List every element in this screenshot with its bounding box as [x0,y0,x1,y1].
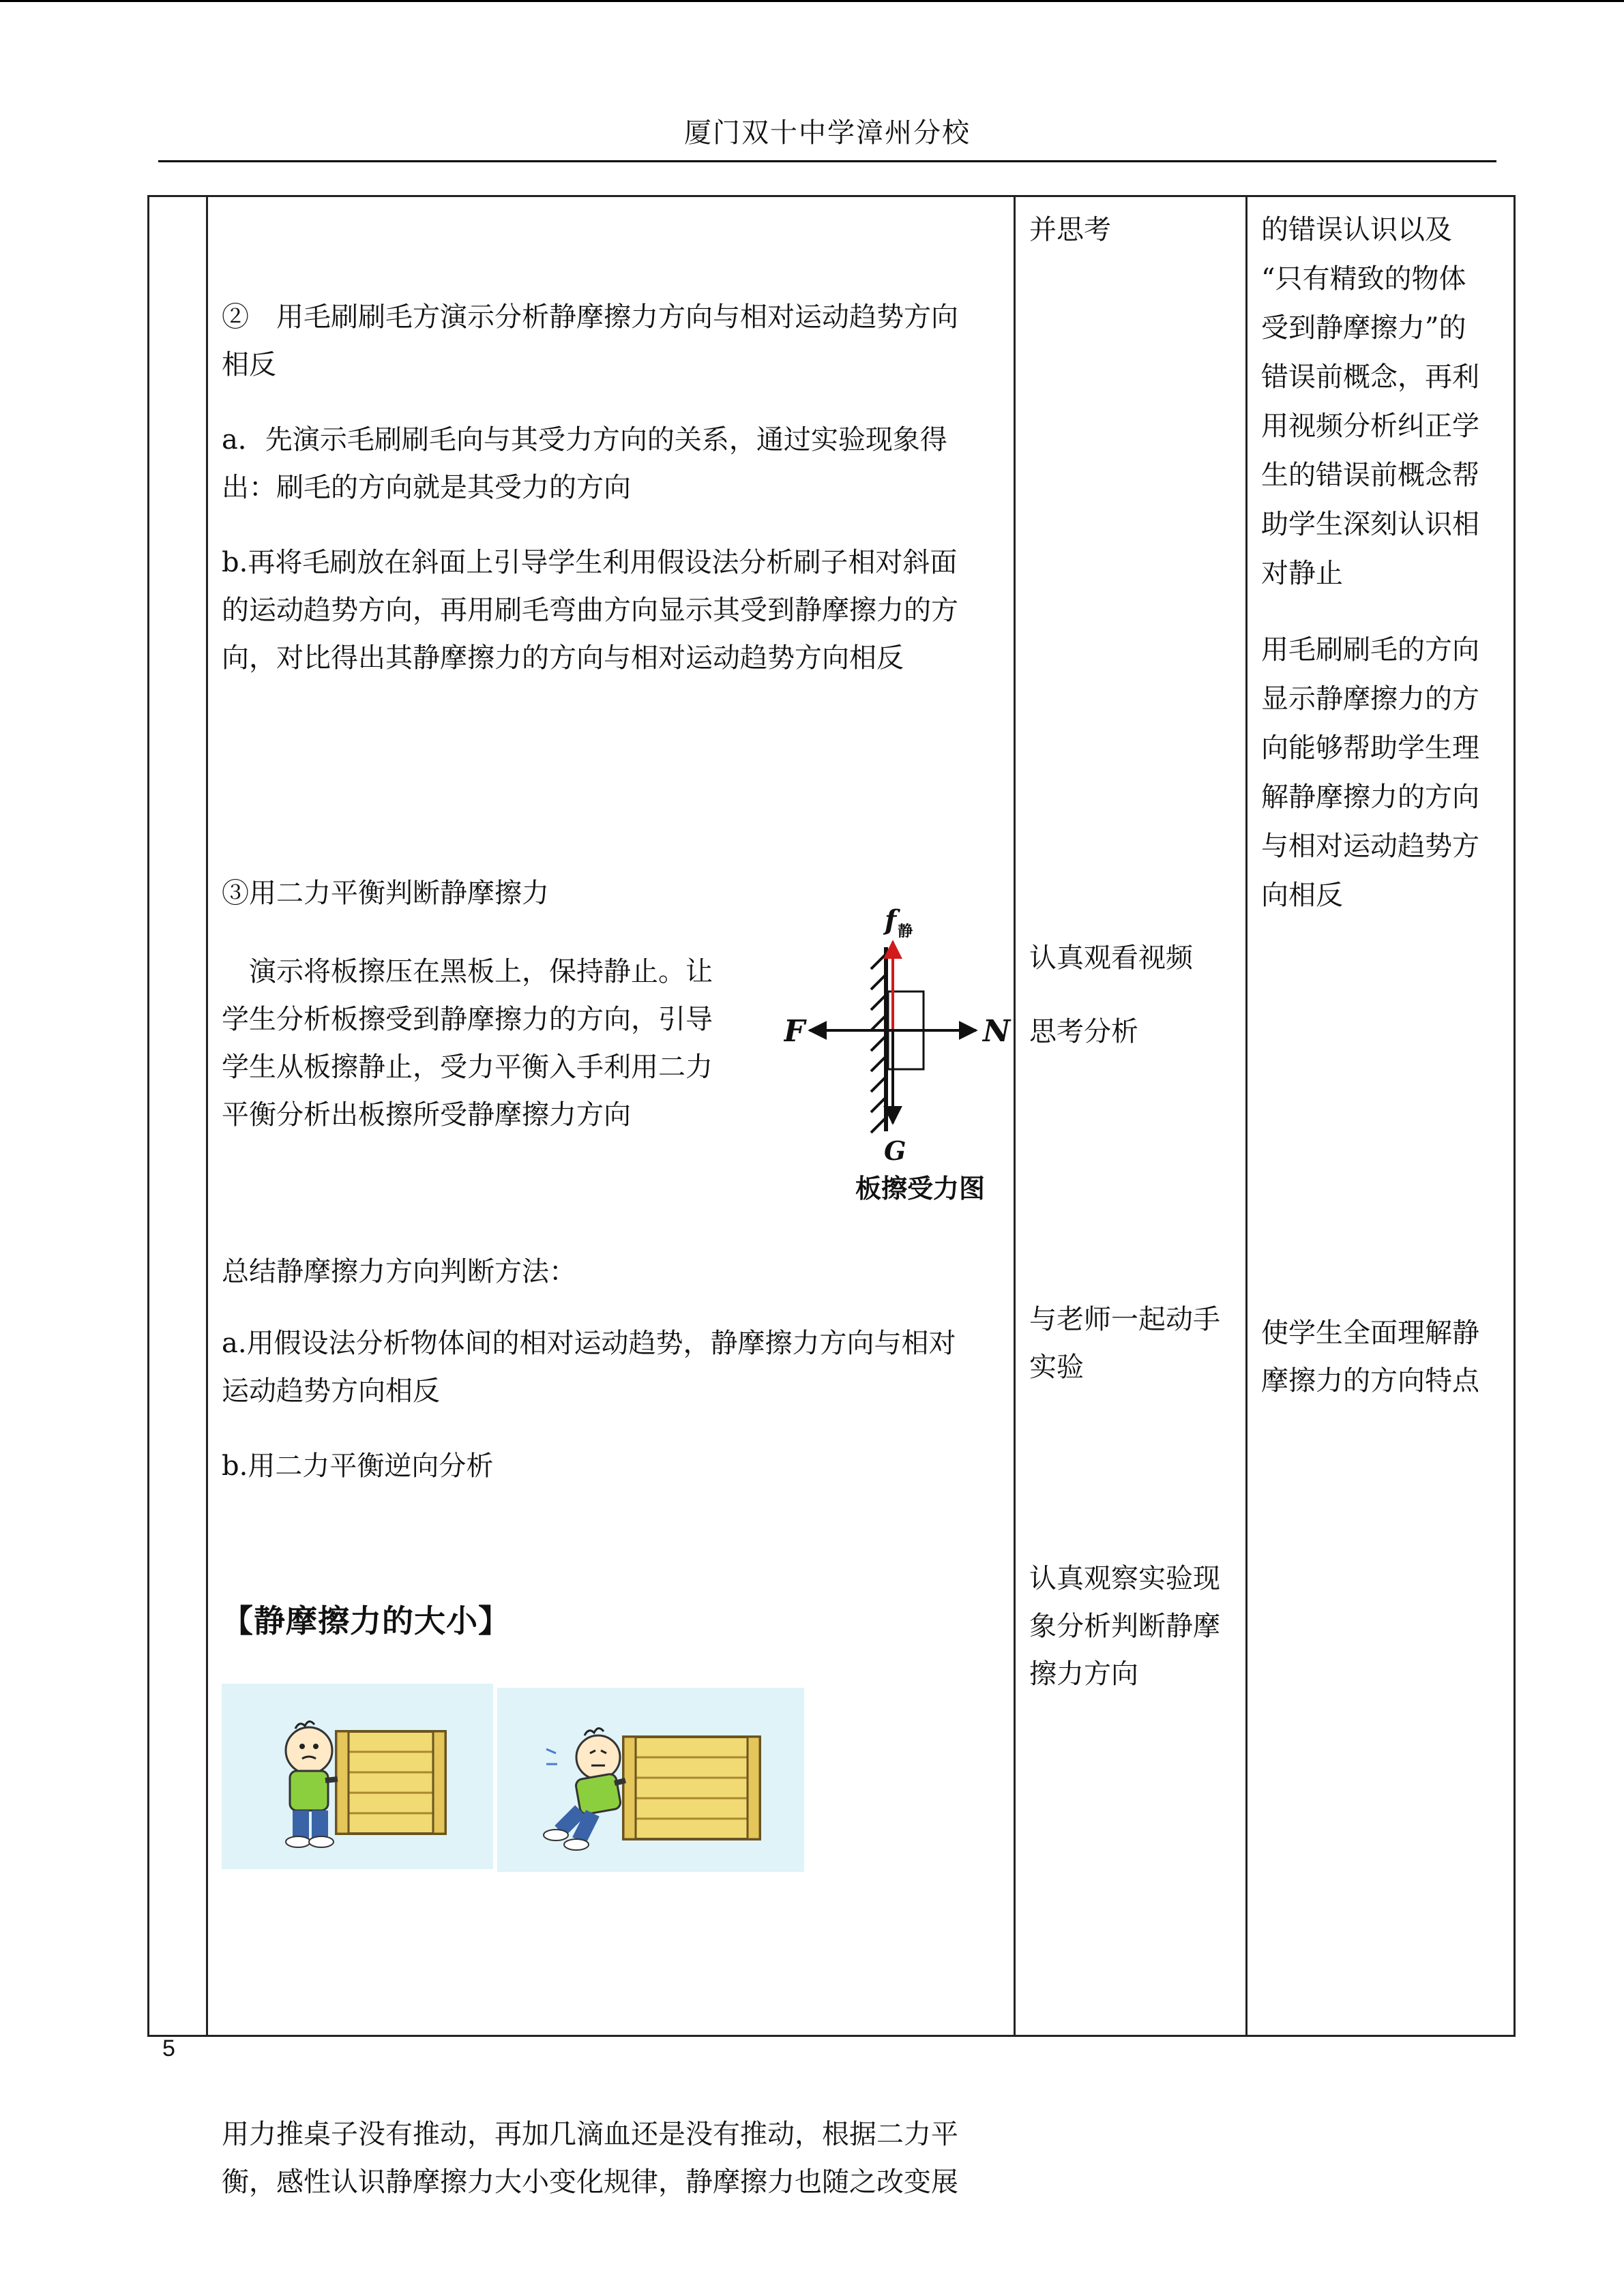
bottom-line2: 衡，感性认识静摩擦力大小变化规律，静摩擦力也随之改变展 [222,2166,958,2198]
header-divider [158,160,1496,162]
item3-title: ③用二力平衡判断静摩擦力 [222,878,549,909]
bottom-line1: 用力推桌子没有推动，再加几滴血还是没有推动，根据二力平 [222,2119,958,2150]
intent-2-line5: 与相对运动趋势方 [1261,831,1479,862]
intent-2-line3: 向能够帮助学生理 [1261,732,1479,764]
item2-title-line1: ② 用毛刷刷毛方演示分析静摩擦力方向与相对运动趋势方向 [222,301,958,333]
summary-title: 总结静摩擦力方向判断方法： [222,1256,576,1287]
intent-2-line1: 用毛刷刷毛的方向 [1261,634,1479,666]
page-number: 5 [162,2036,175,2061]
item2-b-line2: 的运动趋势方向，再用刷毛弯曲方向显示其受到静摩擦力的方 [222,595,958,626]
cartoon-push-image-1 [222,1684,493,1869]
summary-a-line2: 运动趋势方向相反 [222,1375,440,1407]
gravity-label: G [884,1135,906,1166]
student-note-1: 并思考 [1029,214,1111,245]
item2-a-line2: 出：刷毛的方向就是其受力的方向 [222,472,631,503]
page-top-border [0,0,1624,2]
intent-1-line3: 受到静摩擦力”的 [1261,312,1466,344]
teaching-process-cell [149,197,1011,2198]
item2-b-line3: 向，对比得出其静摩擦力的方向与相对运动趋势方向相反 [222,642,904,674]
intent-1-line2: “只有精致的物体 [1261,263,1466,295]
intent-2-line6: 向相反 [1261,880,1343,911]
student-note-4-line2: 实验 [1029,1352,1084,1383]
intent-1-line7: 助学生深刻认识相 [1261,509,1479,540]
item3-desc-line4: 平衡分析出板擦所受静摩擦力方向 [222,1099,631,1131]
summary-a-line1: a.用假设法分析物体间的相对运动趋势，静摩擦力方向与相对 [222,1328,956,1359]
item3-desc-line3: 学生从板擦静止，受力平衡入手利用二力 [222,1052,713,1083]
student-note-5-line2: 象分析判断静摩 [1029,1611,1220,1642]
student-note-2: 认真观看视频 [1029,942,1193,974]
item3-desc-line1: 演示将板擦压在黑板上，保持静止。让 [222,956,713,987]
item2-a-line1: a．先演示毛刷刷毛向与其受力方向的关系，通过实验现象得 [222,424,947,456]
force-diagram-svg [784,906,1057,1179]
lesson-table [147,195,1516,2198]
section-heading: 【静摩擦力的大小】 [222,1602,510,1639]
intent-2-line4: 解静摩擦力的方向 [1261,781,1479,813]
intent-1-line1: 的错误认识以及 [1261,214,1452,245]
intent-3-line1: 使学生全面理解静 [1261,1317,1479,1349]
item2-title-line2: 相反 [222,349,276,381]
student-note-4-line1: 与老师一起动手 [1029,1304,1220,1335]
item2-b-line1: b.再将毛刷放在斜面上引导学生利用假设法分析刷子相对斜面 [222,547,958,578]
cartoon-push-image-2 [497,1688,804,1872]
student-note-5-line1: 认真观察实验现 [1029,1563,1220,1594]
intent-1-line5: 用视频分析纠正学 [1261,411,1479,442]
intent-2-line2: 显示静摩擦力的方 [1261,683,1479,715]
eraser-force-diagram [784,906,1057,1204]
friction-label: $f_静$ [885,906,913,940]
student-note-5-line3: 擦力方向 [1029,1658,1138,1690]
page-header-title: 厦门双十中学漳州分校 [684,117,971,149]
item3-desc-line2: 学生分析板擦受到静摩擦力的方向，引导 [222,1004,713,1035]
normal-force-label: N [983,1014,1011,1049]
student-note-3: 思考分析 [1029,1016,1138,1047]
blackboard-wall [871,947,886,1133]
intent-1-line4: 错误前概念，再利 [1261,361,1479,393]
summary-b: b.用二力平衡逆向分析 [222,1450,494,1482]
pressing-force-label: F [784,1014,806,1049]
intent-1-line8: 对静止 [1261,558,1343,589]
table-column-divider-3 [1245,197,1247,2035]
intent-3-line2: 摩擦力的方向特点 [1261,1365,1479,1397]
intent-1-line6: 生的错误前概念帮 [1261,460,1479,491]
diagram-caption: 板擦受力图 [855,1175,985,1204]
